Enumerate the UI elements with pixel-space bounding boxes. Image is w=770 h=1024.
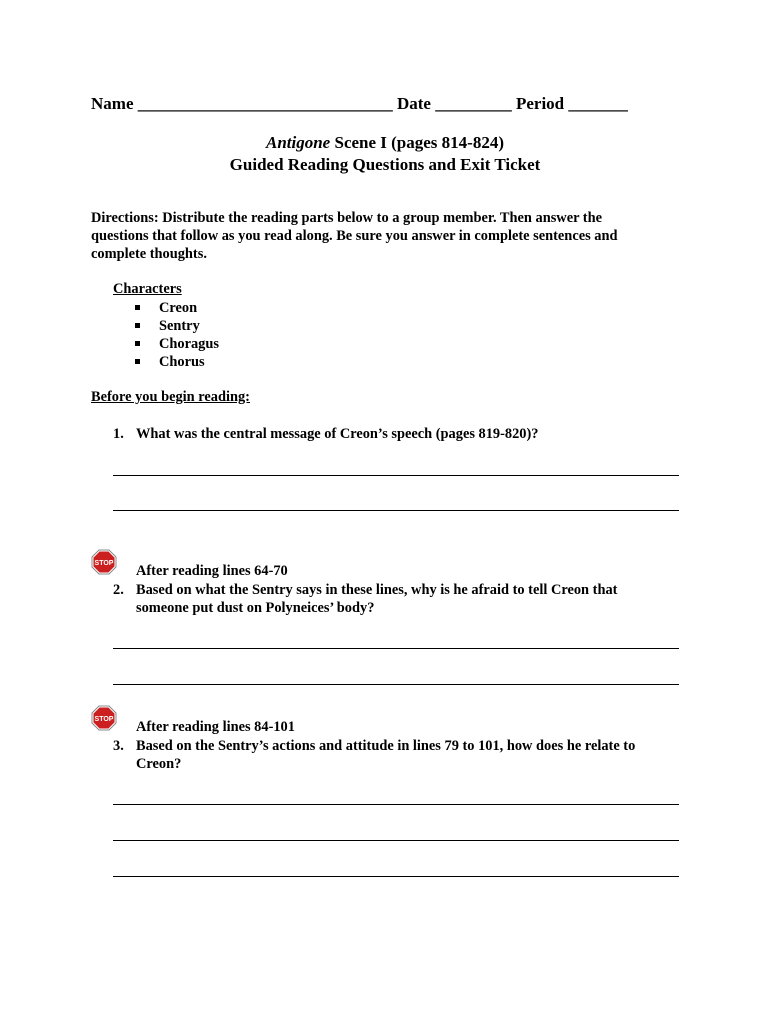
- characters-heading: Characters: [113, 281, 182, 297]
- question-3: [113, 737, 673, 773]
- question-text: What was the central message of Creon’s speech (pages 819-820)?: [136, 426, 539, 442]
- list-item: Choragus: [133, 335, 219, 353]
- question-text: Based on the Sentry’s actions and attitude in lines 79 to 101, how does he relate to Creon?: [136, 738, 636, 772]
- page-title: [0, 133, 770, 153]
- student-info-line: [91, 94, 628, 114]
- stop-label: After reading lines 84-101: [136, 719, 295, 735]
- bullet-icon: [135, 305, 140, 310]
- question-text: Based on what the Sentry says in these lines, why is he afraid to tell Creon that someone put dust on Polyneices’ body?: [136, 582, 618, 616]
- bullet-icon: [135, 359, 140, 364]
- directions-text: Directions: Distribute the reading parts below to a group member. Then answer the questions that follow as you read along. Be sure you answer in complete sentences and complete thoughts.: [91, 210, 618, 262]
- period-label: Period: [515, 94, 565, 113]
- scene-info: Scene I (pages 814-824): [330, 133, 504, 152]
- stop-label: After reading lines 64-70: [136, 563, 288, 579]
- question-number: 2.: [113, 582, 124, 598]
- name-blank[interactable]: ______________________________: [137, 94, 393, 113]
- stop-sign-text: STOP: [94, 716, 114, 723]
- list-item: Sentry: [133, 317, 219, 335]
- question-number: 1.: [113, 426, 124, 442]
- answer-line[interactable]: [113, 475, 679, 476]
- characters-list: [133, 299, 219, 371]
- question-number: 3.: [113, 738, 124, 754]
- bullet-icon: [135, 323, 140, 328]
- period-blank[interactable]: _______: [568, 94, 628, 113]
- question-1: [113, 425, 673, 443]
- answer-line[interactable]: [113, 804, 679, 805]
- date-label: Date: [396, 94, 431, 113]
- page-subtitle: Guided Reading Questions and Exit Ticket: [229, 155, 541, 174]
- date-blank[interactable]: _________: [435, 94, 512, 113]
- question-2: [113, 581, 673, 617]
- play-title: Antigone: [265, 133, 331, 152]
- name-label: Name: [91, 94, 134, 113]
- answer-line[interactable]: [113, 510, 679, 511]
- answer-line[interactable]: [113, 684, 679, 685]
- before-reading-heading: Before you begin reading:: [91, 389, 250, 405]
- stop-sign-text: STOP: [94, 560, 114, 567]
- list-item: Chorus: [133, 353, 219, 371]
- answer-line[interactable]: [113, 840, 679, 841]
- bullet-icon: [135, 341, 140, 346]
- answer-line[interactable]: [113, 648, 679, 649]
- answer-line[interactable]: [113, 876, 679, 877]
- stop-sign-icon: [91, 549, 117, 575]
- list-item: Creon: [133, 299, 219, 317]
- stop-sign-icon: [91, 705, 117, 731]
